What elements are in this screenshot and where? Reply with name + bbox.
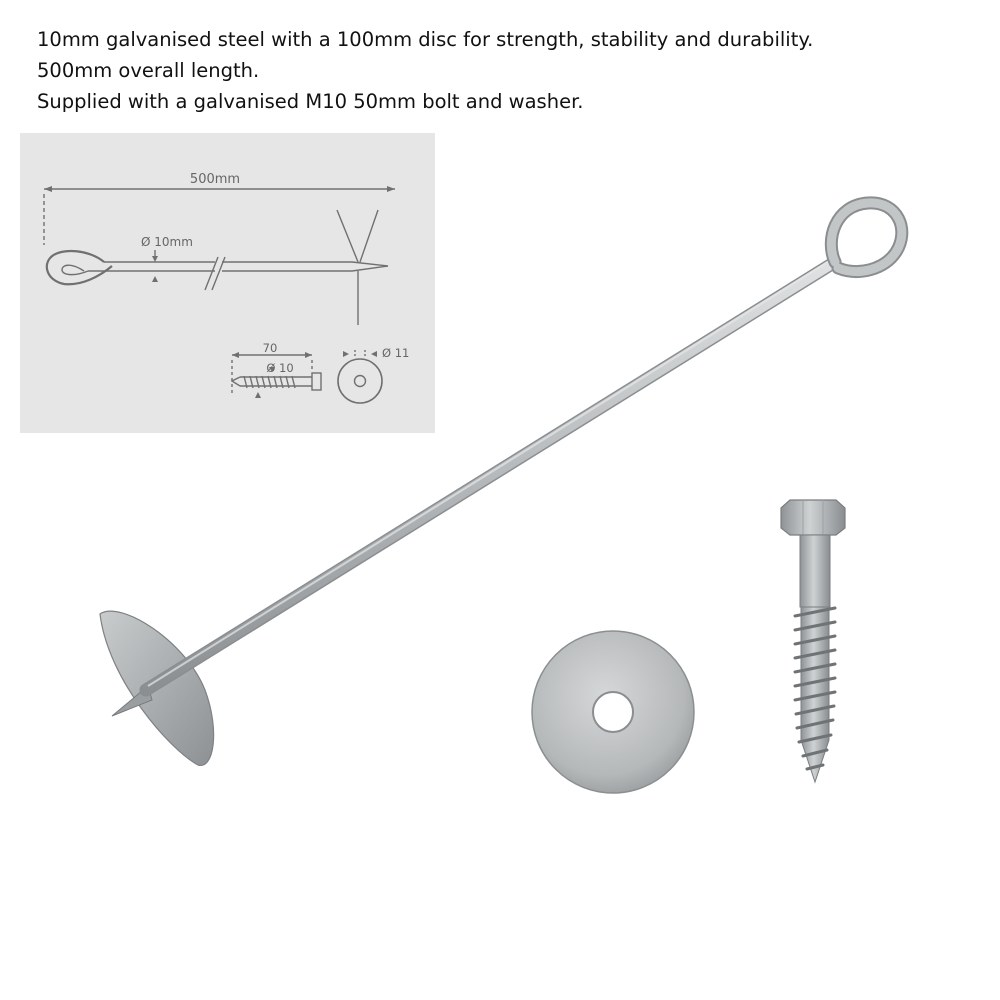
coach-bolt-icon: [781, 500, 845, 782]
washer-hole: [593, 692, 633, 732]
rod-diameter-label: Ø 10mm: [141, 235, 193, 249]
overall-length-label: 500mm: [189, 172, 241, 187]
bolt-head: [781, 500, 845, 535]
washer-icon: [532, 631, 694, 793]
description-line-3: Supplied with a galvanised M10 50mm bolt and washer.: [37, 90, 584, 113]
description-line-1: 10mm galvanised steel with a 100mm disc for strength, stability and durability.: [37, 28, 814, 51]
description-line-2: 500mm overall length.: [37, 59, 260, 82]
bolt-shank: [800, 535, 830, 607]
washer-hole-label: Ø 11: [382, 346, 410, 360]
bolt-diameter-label: Ø 10: [266, 361, 294, 375]
technical-drawing: [20, 133, 435, 433]
anchor-eye: [831, 203, 902, 272]
bolt-length-label: 70: [262, 341, 278, 355]
